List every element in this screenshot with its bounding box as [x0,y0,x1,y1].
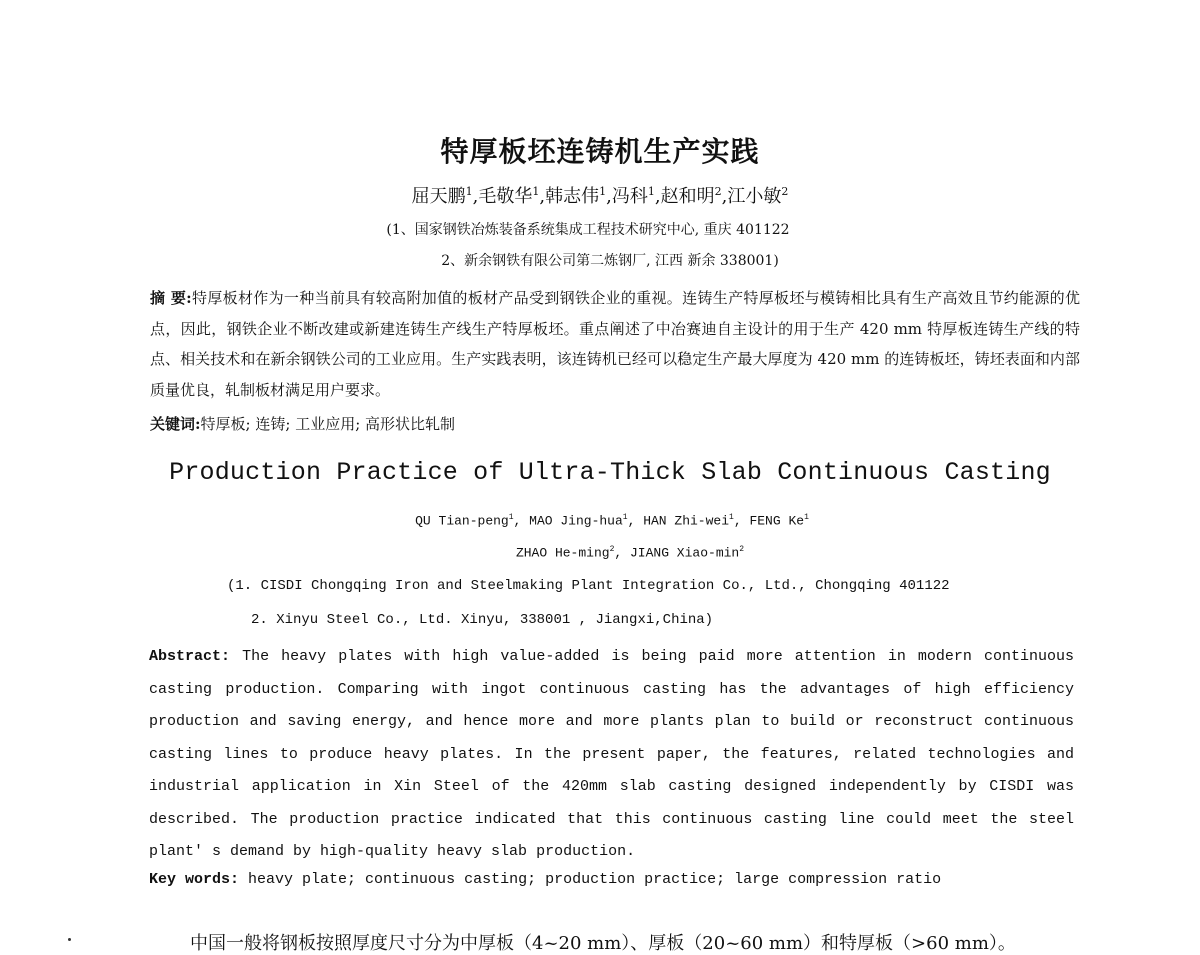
english-abstract [149,641,1074,869]
author-affiliation-mark: 1 [599,185,607,198]
chinese-title: 特厚板坯连铸机生产实践 [440,135,760,168]
chinese-keywords [150,413,1080,434]
author-affiliation-mark: 1 [647,185,655,198]
author-name: 韩志伟 [545,186,600,207]
author-name: ZHAO He-ming [515,545,610,561]
author-affiliation-mark: 2 [714,185,722,198]
english-authors-line-2: ZHAO He-ming$^2$, JIANG Xiao-$\min^2$ [515,545,745,561]
english-title: Production Practice of Ultra-Thick Slab Continuous Casting [169,458,1051,487]
chinese-keywords-label: 关键词: [150,415,201,433]
author-affiliation-mark: 1 [804,513,809,522]
english-affiliation-2: 2. Xinyu Steel Co., Ltd. Xinyu, 338001 , Jiangxi,China) [251,612,714,628]
author-name: HAN Zhi-wei [643,513,730,529]
chinese-affiliation-1: (1、国家钢铁冶炼装备系统集成工程技术研究中心, 重庆 401122 [386,222,790,238]
author-affiliation-mark: 1 [622,513,628,522]
author-affiliation-mark: 2 [609,545,615,554]
author-affiliation-mark: 2 [739,545,745,554]
english-keywords-text: heavy plate; continuous casting; production practice; large compression ratio [248,871,942,888]
english-authors-line-1: QU Tian-peng$^1$, MAO Jing-hua$^1$, HAN Zhi-wei$^1$, FENG Ke$^1$ [415,513,809,529]
author-name: 江小敏 [727,186,782,207]
author-name: JIANG Xiao-min [630,545,740,561]
chinese-keywords-text: 特厚板; 连铸; 工业应用; 高形状比轧制 [200,415,456,433]
english-abstract-text: The heavy plates with high value-added is being paid more attention in modern continuous casting production. Comparing with ingot continuous casting has the advantages of high efficiency production and saving energy, and hence more and more plants plan to build or reconstruct continuous casting lines to produce heavy plates. In the present paper, the features, related technologies and industrial application in Xin Steel of the 420mm slab casting designed independently by CISDI was described. The production practice indicated that this continuous casting line could meet the steel plant' s demand by high-quality heavy slab production. [149,648,1074,860]
author-name: QU Tian-peng [415,513,509,529]
chinese-abstract-label: 摘 要: [150,289,192,307]
author-affiliation-mark: 1 [532,185,540,198]
chinese-authors: 屈天鹏$^1$,毛敬华$^1$,韩志伟$^1$,冯科$^1$,赵和明$^2$,江小敏$^2$ [411,185,789,207]
chinese-abstract-text: 特厚板材作为一种当前具有较高附加值的板材产品受到钢铁企业的重视。连铸生产特厚板坯与模铸相比具有生产高效且节约能源的优点，因此，钢铁企业不断改建或新建连铸生产线生产特厚板坯。重点阐述了中冶赛迪自主设计的用于生产 420 mm 特厚板连铸生产线的特点、相关技术和在新余钢铁公司的工业应用。生产实践表明，该连铸机已经可以稳定生产最大厚度为 420 mm 的连铸板坯，铸坯表面和内部质量优良，轧制板材满足用户要求。 [150,289,1080,399]
english-keywords-label: Key words: [149,871,240,888]
author-affiliation-mark: 1 [508,513,514,522]
author-affiliation-mark: 2 [781,185,789,198]
body-first-line: 中国一般将钢板按照厚度尺寸分为中厚板（4~20 mm）、厚板（20~60 mm）和特厚板（>60 mm）。 [190,933,1016,954]
author-name: 赵和明 [660,186,715,207]
author-affiliation-mark: 1 [465,185,473,198]
english-keywords [149,871,1074,888]
author-affiliation-mark: 1 [729,513,734,522]
scan-dot [68,938,71,941]
author-name: 冯科 [611,186,648,207]
chinese-affiliation-2: 2、新余钢铁有限公司第二炼钢厂, 江西 新余 338001) [441,253,779,269]
author-name: 屈天鹏 [411,186,466,207]
author-name: MAO Jing-hua [529,513,623,529]
chinese-abstract [150,283,1080,405]
author-name: FENG Ke [749,513,805,529]
english-abstract-label: Abstract: [149,648,231,665]
english-affiliation-1: (1. CISDI Chongqing Iron and Steelmaking Plant Integration Co., Ltd., Chongqing 401122 [227,578,950,594]
author-name: 毛敬华 [478,186,533,207]
